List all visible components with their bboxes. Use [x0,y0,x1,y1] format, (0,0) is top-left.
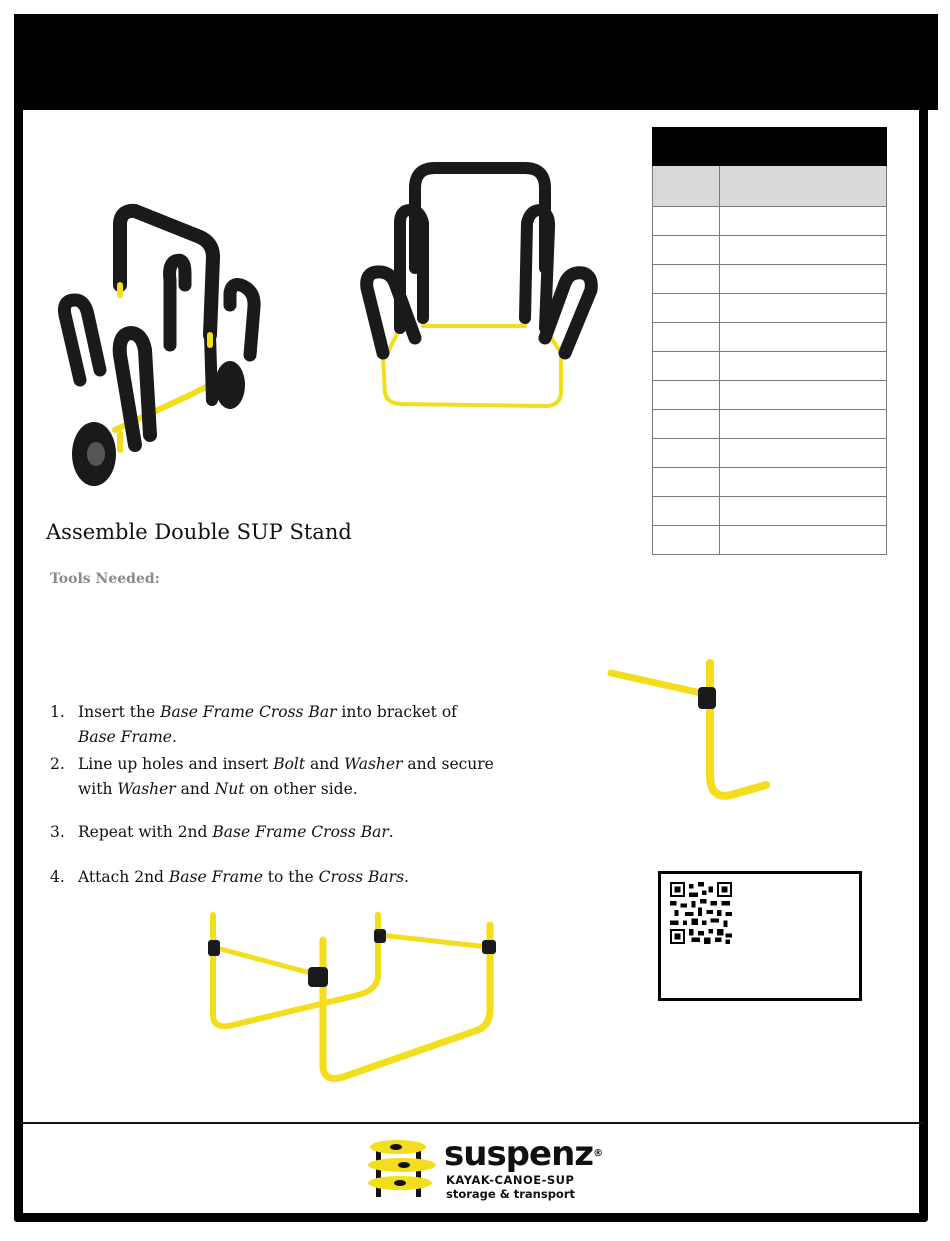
step-text: Line up holes and insert [78,755,274,773]
part-name: Washer [117,780,176,798]
step-number: 3. [50,823,65,841]
logo-wordmark: suspenz® [444,1134,603,1174]
parts-list-table [652,127,887,555]
base-frame-crossbar-image [606,655,776,810]
step-text: . [171,728,177,746]
step-text: and [305,755,345,773]
assembly-step [50,700,498,750]
step-text: . [388,823,394,841]
kayak-stack-icon [362,1135,442,1203]
parts-table-row [653,526,887,555]
page-title: Assemble Double SUP Stand [46,520,352,544]
part-name: Washer [344,755,403,773]
part-name: Base Frame [168,868,263,886]
suspenz-logo [362,1134,603,1203]
part-name: Base Frame Cross Bar [212,823,389,841]
step-text: to the [262,868,319,886]
parts-table-row [653,352,887,381]
logo-tagline-top: KAYAK-CANOE-SUP [446,1173,575,1187]
parts-table-row [653,236,887,265]
step-number: 2. [50,755,65,773]
step-text: Repeat with 2nd [78,823,213,841]
qr-code-box [658,871,862,1001]
qr-code-icon[interactable] [670,882,732,944]
assembly-step [50,865,498,890]
parts-table-row [653,294,887,323]
part-name: Nut [214,780,245,798]
part-name: Base Frame Cross Bar [160,703,337,721]
assembly-step [50,820,498,845]
step-text: . [404,868,409,886]
step-text: and [175,780,215,798]
step-text: Insert the [78,703,161,721]
sup-cart-image [50,195,275,495]
parts-table-row [653,323,887,352]
parts-table-row [653,207,887,236]
parts-table-row [653,439,887,468]
logo-tagline-bottom: storage & transport [446,1187,576,1201]
parts-table-row [653,265,887,294]
tools-needed-label: Tools Needed: [50,571,160,587]
assembled-base-frame-image [198,905,508,1090]
parts-table-row [653,381,887,410]
footer-divider [20,1122,924,1124]
step-number: 1. [50,703,65,721]
step-text: Attach 2nd [78,868,169,886]
sup-stand-image [355,158,600,418]
part-name: Bolt [273,755,306,773]
part-name: Cross Bars [318,868,405,886]
part-name: Base Frame [78,728,172,746]
parts-table-row [653,468,887,497]
step-text: and secure with [78,755,494,798]
parts-table-row [653,410,887,439]
assembly-step [50,752,498,802]
step-text: on other side. [244,780,358,798]
step-text: into bracket of [336,703,457,721]
parts-table-row [653,497,887,526]
step-number: 4. [50,868,65,886]
